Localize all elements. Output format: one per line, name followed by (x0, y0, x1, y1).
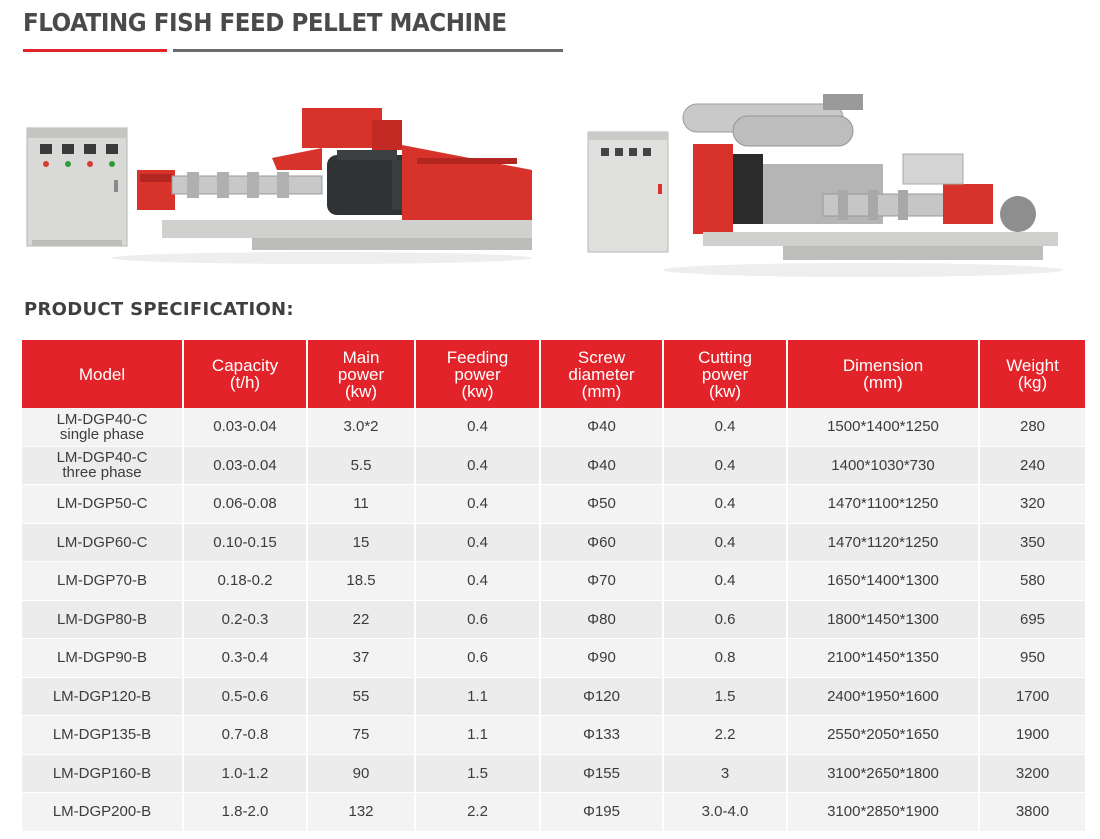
cell-dimension: 1470*1100*1250 (787, 485, 979, 524)
cell-feeding-power: 1.5 (415, 754, 540, 793)
cell-model (22, 562, 183, 601)
cell-feeding-power: 1.1 (415, 677, 540, 716)
cell-cutting: 0.4 (663, 446, 787, 485)
cell-dimension: 1470*1120*1250 (787, 523, 979, 562)
cell-screw: Φ40 (540, 446, 663, 485)
model-line: LM-DGP90-B (56, 649, 148, 667)
pellet-machine-with-conditioner-photo (583, 84, 1065, 280)
cell-dimension: 1650*1400*1300 (787, 562, 979, 601)
cell-main-power: 37 (307, 639, 415, 678)
cell-feeding-power: 2.2 (415, 793, 540, 832)
column-header-line: diameter (568, 364, 635, 384)
column-header-cutting-power (663, 340, 787, 408)
table-row (22, 446, 1085, 485)
cell-cutting: 0.6 (663, 600, 787, 639)
column-header-weight (979, 340, 1085, 408)
cell-screw: Φ80 (540, 600, 663, 639)
cell-capacity: 0.06-0.08 (183, 485, 307, 524)
cell-main-power: 22 (307, 600, 415, 639)
column-header-model (22, 340, 183, 408)
cell-capacity: 0.2-0.3 (183, 600, 307, 639)
title-underline-accent (23, 49, 167, 52)
model-line: LM-DGP200-B (52, 803, 152, 821)
model-line: LM-DGP60-C (56, 533, 148, 551)
column-header-line: (kw) (344, 381, 378, 401)
cell-model (22, 446, 183, 485)
cell-weight: 1900 (979, 716, 1085, 755)
spec-section-title: PRODUCT SPECIFICATION: (24, 299, 294, 320)
cell-feeding-power: 0.6 (415, 600, 540, 639)
cell-weight: 240 (979, 446, 1085, 485)
cell-feeding-power: 0.4 (415, 485, 540, 524)
cell-weight: 580 (979, 562, 1085, 601)
column-header-line: Weight (1006, 356, 1059, 375)
table-row (22, 793, 1085, 832)
cell-main-power: 15 (307, 523, 415, 562)
cell-screw: Φ120 (540, 677, 663, 716)
column-header-line: Screw (577, 347, 626, 367)
column-header-line: power (701, 364, 749, 384)
table-row (22, 716, 1085, 755)
column-header-line: Main (342, 347, 380, 367)
column-header-line: Capacity (211, 356, 279, 375)
spec-table-header (22, 340, 1085, 408)
cell-main-power: 90 (307, 754, 415, 793)
column-header-line: (kw) (708, 381, 742, 401)
table-row (22, 408, 1085, 446)
column-header-line: Feeding (446, 347, 509, 367)
column-header-feeding-power (415, 340, 540, 408)
cell-main-power: 5.5 (307, 446, 415, 485)
cell-screw: Φ50 (540, 485, 663, 524)
cell-screw: Φ70 (540, 562, 663, 601)
cell-screw: Φ133 (540, 716, 663, 755)
cell-capacity: 0.18-0.2 (183, 562, 307, 601)
cell-screw: Φ195 (540, 793, 663, 832)
cell-dimension: 3100*2850*1900 (787, 793, 979, 832)
cell-model (22, 523, 183, 562)
cell-weight: 950 (979, 639, 1085, 678)
cell-weight: 280 (979, 408, 1085, 446)
cell-dimension: 2400*1950*1600 (787, 677, 979, 716)
cell-feeding-power: 1.1 (415, 716, 540, 755)
cell-main-power: 55 (307, 677, 415, 716)
cell-model (22, 600, 183, 639)
model-line: LM-DGP40-C (56, 410, 148, 428)
cell-screw: Φ60 (540, 523, 663, 562)
cell-screw: Φ40 (540, 408, 663, 446)
column-header-line: (kw) (461, 381, 494, 401)
cell-main-power: 3.0*2 (307, 408, 415, 446)
model-line: three phase (62, 464, 142, 482)
cell-model (22, 485, 183, 524)
column-header-screw-diameter (540, 340, 663, 408)
cell-dimension: 1400*1030*730 (787, 446, 979, 485)
table-row (22, 639, 1085, 678)
cell-cutting: 0.4 (663, 562, 787, 601)
cell-model (22, 754, 183, 793)
table-row (22, 754, 1085, 793)
column-header-line: (mm) (581, 381, 622, 401)
cell-cutting: 0.4 (663, 523, 787, 562)
cell-cutting: 3.0-4.0 (663, 793, 787, 832)
cell-capacity: 0.03-0.04 (183, 446, 307, 485)
cell-main-power: 11 (307, 485, 415, 524)
cell-screw: Φ155 (540, 754, 663, 793)
cell-weight: 3200 (979, 754, 1085, 793)
title-underline (173, 49, 563, 52)
cell-model (22, 716, 183, 755)
cell-dimension: 3100*2650*1800 (787, 754, 979, 793)
column-header-capacity (183, 340, 307, 408)
cell-model (22, 639, 183, 678)
cell-dimension: 1500*1400*1250 (787, 408, 979, 446)
cell-weight: 695 (979, 600, 1085, 639)
cell-weight: 350 (979, 523, 1085, 562)
cell-feeding-power: 0.4 (415, 446, 540, 485)
column-header-main-power (307, 340, 415, 408)
cell-main-power: 75 (307, 716, 415, 755)
cell-weight: 3800 (979, 793, 1085, 832)
cell-weight: 1700 (979, 677, 1085, 716)
column-header-line: Cutting (698, 347, 752, 367)
column-header-line: (mm) (863, 373, 903, 392)
spec-table (22, 340, 1085, 832)
cell-cutting: 1.5 (663, 677, 787, 716)
table-row (22, 523, 1085, 562)
cell-model (22, 793, 183, 832)
cell-cutting: 0.4 (663, 408, 787, 446)
cell-main-power: 18.5 (307, 562, 415, 601)
model-line: LM-DGP135-B (52, 726, 152, 744)
table-row (22, 562, 1085, 601)
model-line: LM-DGP50-C (56, 495, 148, 513)
column-header-line: (t/h) (229, 373, 261, 392)
page-title: FLOATING FISH FEED PELLET MACHINE (23, 8, 507, 37)
cell-capacity: 0.10-0.15 (183, 523, 307, 562)
cell-cutting: 3 (663, 754, 787, 793)
cell-capacity: 1.0-1.2 (183, 754, 307, 793)
cell-main-power: 132 (307, 793, 415, 832)
model-line: LM-DGP80-B (56, 610, 148, 628)
cell-dimension: 2100*1450*1350 (787, 639, 979, 678)
column-header-dimension (787, 340, 979, 408)
cell-dimension: 2550*2050*1650 (787, 716, 979, 755)
cell-capacity: 0.3-0.4 (183, 639, 307, 678)
model-line: LM-DGP120-B (52, 687, 152, 705)
table-row (22, 677, 1085, 716)
cell-capacity: 0.03-0.04 (183, 408, 307, 446)
cell-cutting: 0.8 (663, 639, 787, 678)
cell-cutting: 2.2 (663, 716, 787, 755)
column-header-line: power (337, 364, 385, 384)
cell-dimension: 1800*1450*1300 (787, 600, 979, 639)
cell-cutting: 0.4 (663, 485, 787, 524)
cell-model (22, 677, 183, 716)
model-line: single phase (59, 425, 145, 443)
cell-feeding-power: 0.4 (415, 562, 540, 601)
cell-model (22, 408, 183, 446)
model-line: LM-DGP70-B (56, 572, 148, 590)
column-header-line: Dimension (842, 356, 924, 375)
spec-table-body (22, 408, 1085, 831)
pellet-machine-single-screw-photo (22, 100, 537, 265)
cell-feeding-power: 0.4 (415, 523, 540, 562)
cell-feeding-power: 0.4 (415, 408, 540, 446)
table-row (22, 485, 1085, 524)
cell-capacity: 1.8-2.0 (183, 793, 307, 832)
model-line: LM-DGP160-B (52, 764, 152, 782)
cell-feeding-power: 0.6 (415, 639, 540, 678)
cell-capacity: 0.7-0.8 (183, 716, 307, 755)
column-header-line: Model (78, 364, 126, 384)
column-header-line: (kg) (1017, 373, 1048, 392)
table-row (22, 600, 1085, 639)
column-header-line: power (454, 364, 501, 384)
cell-capacity: 0.5-0.6 (183, 677, 307, 716)
cell-screw: Φ90 (540, 639, 663, 678)
cell-weight: 320 (979, 485, 1085, 524)
model-line: LM-DGP40-C (56, 449, 148, 467)
